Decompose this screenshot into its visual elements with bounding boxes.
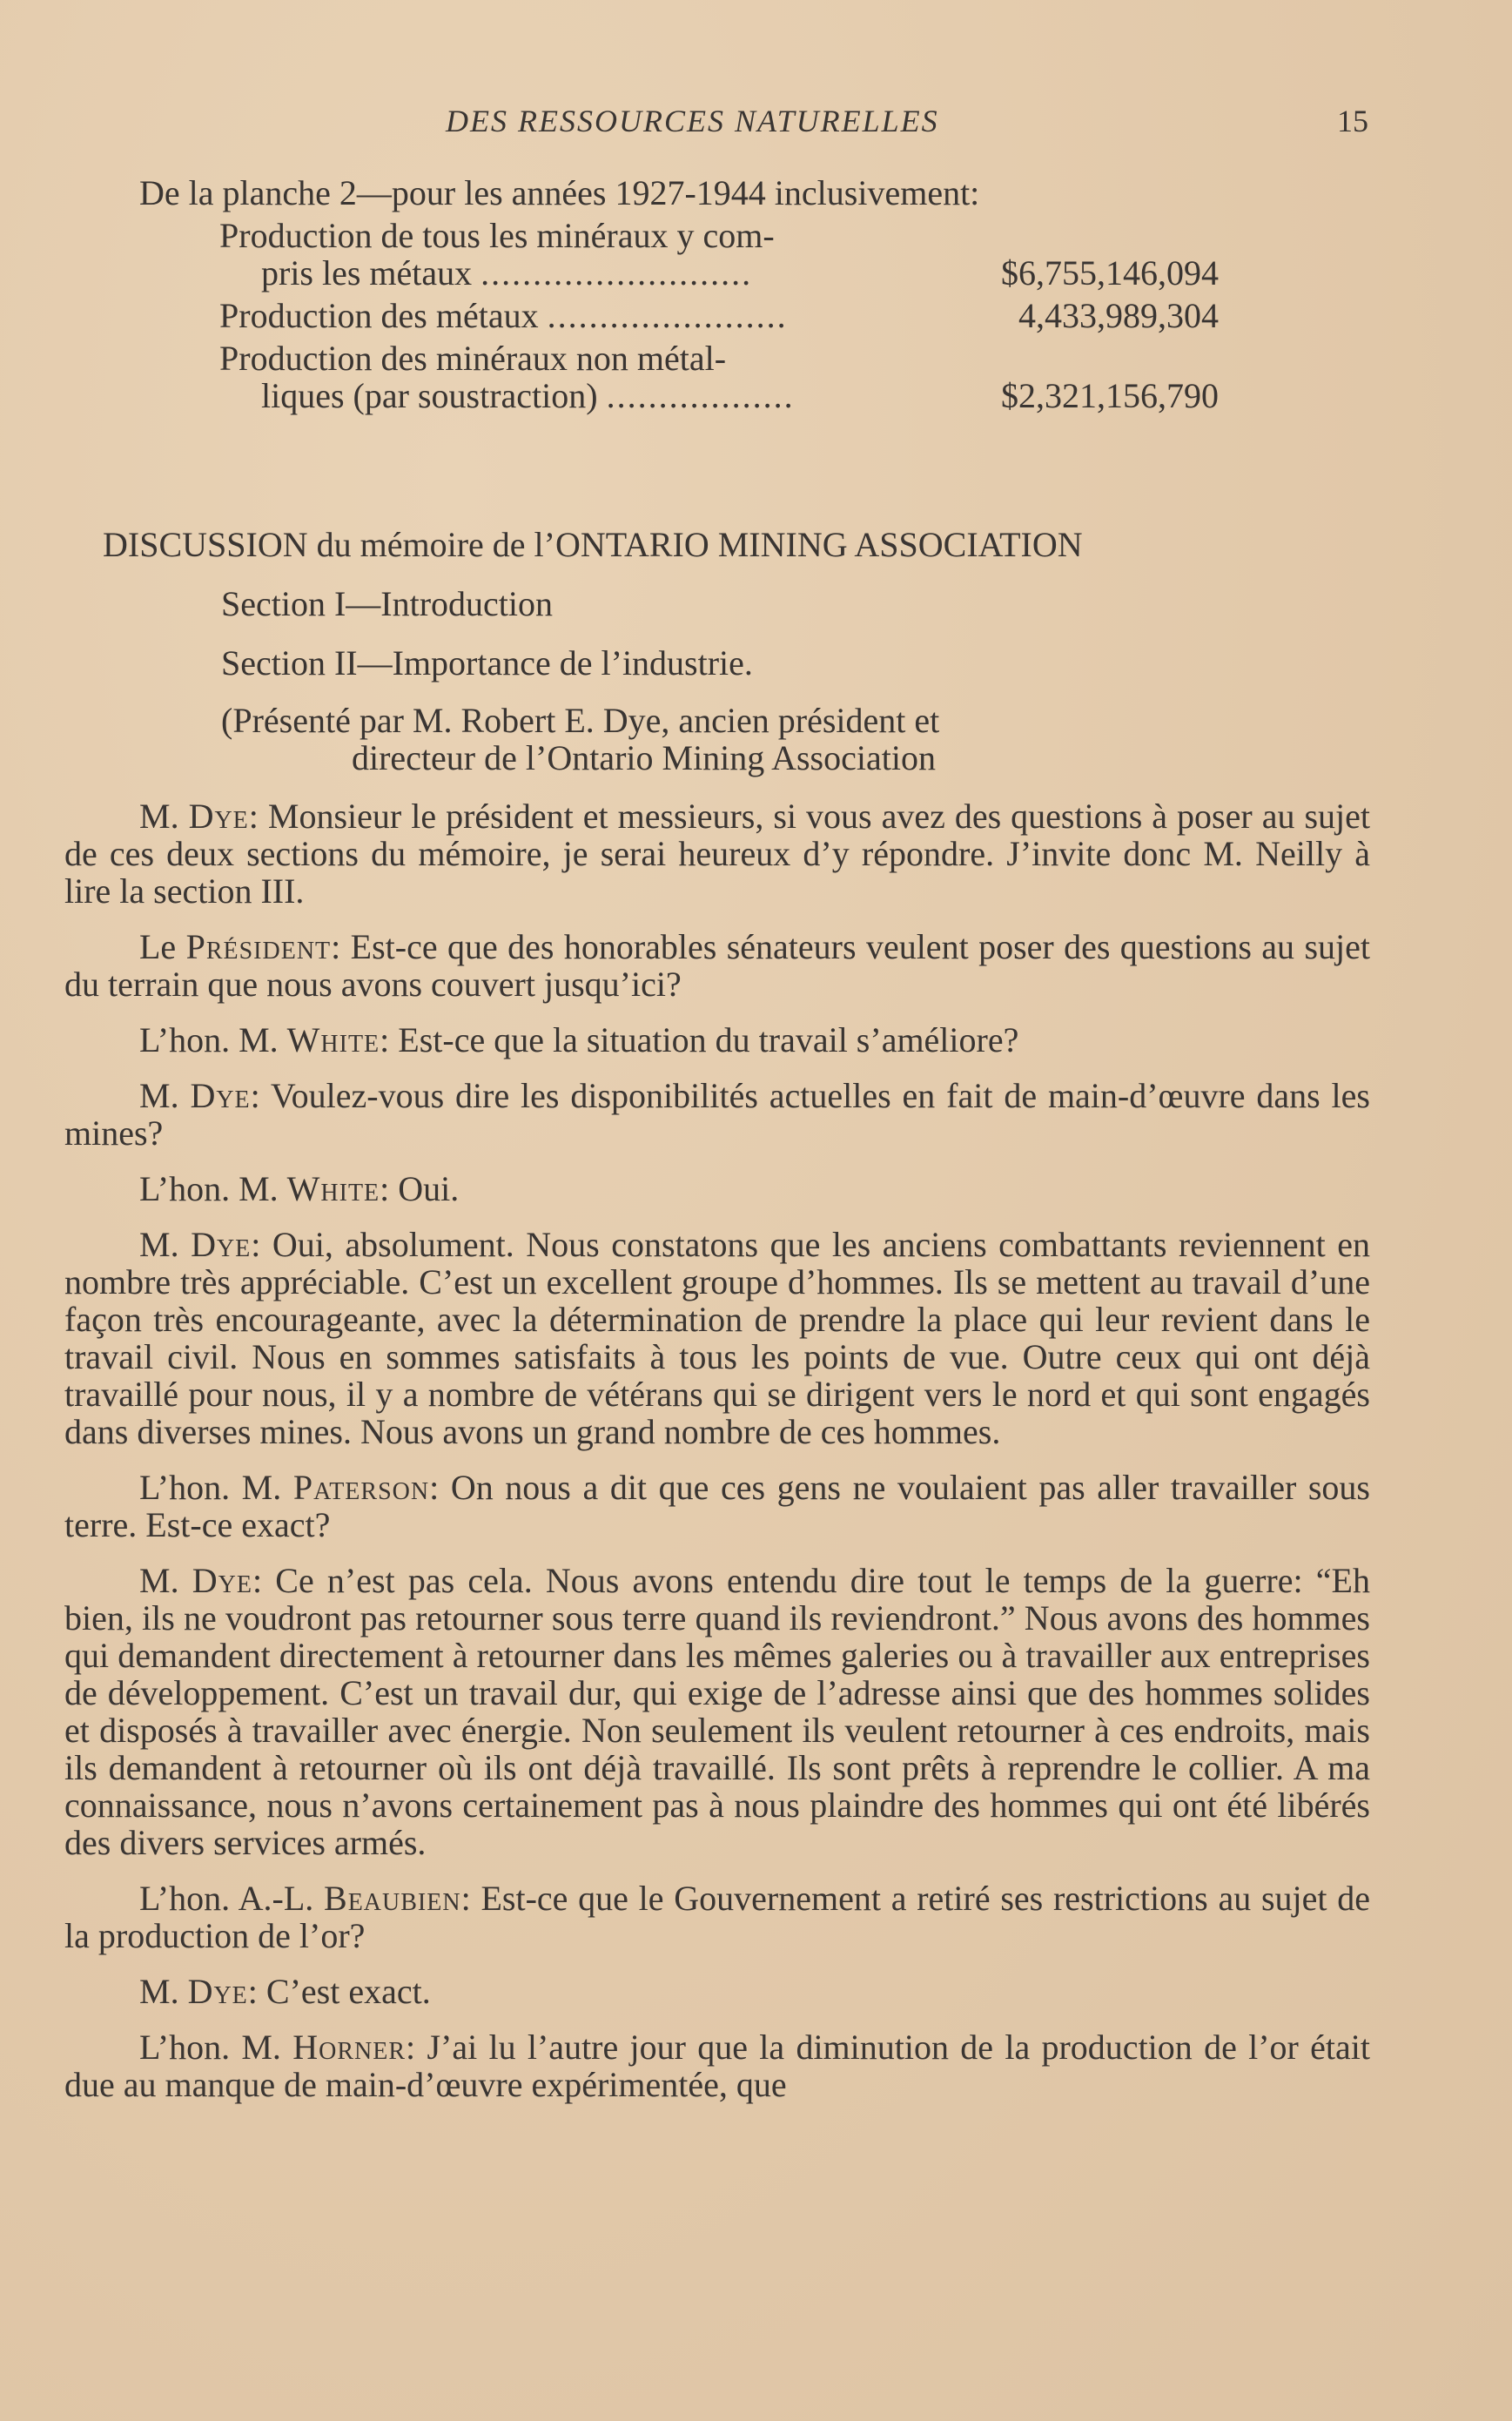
dialogue-paragraph: M. Dye: Monsieur le président et messieurs, si vous avez des questions à poser au sujet de ces deux sections du mémoire, je serai heureux d’y répondre. J’invite donc M. Neilly à lire la section III. xyxy=(64,797,1370,911)
dialogue-paragraph: L’hon. M. Paterson: On nous a dit que ces gens ne voulaient pas aller travailler sous terre. Est-ce exact? xyxy=(64,1468,1370,1544)
dialogue-paragraph: L’hon. M. White: Est-ce que la situation du travail s’améliore? xyxy=(139,1020,1019,1059)
production-summary xyxy=(139,174,1219,414)
speaker-name: Dye xyxy=(188,797,249,836)
discussion-title: DISCUSSION du mémoire de l’ONTARIO MINING ASSOCIATION xyxy=(103,525,1083,564)
summary-row: Production des minéraux non métal- xyxy=(219,339,727,378)
page-number: 15 xyxy=(1337,104,1368,138)
presenter-note: (Présenté par M. Robert E. Dye, ancien président et directeur de l’Ontario Mining Association xyxy=(221,701,940,777)
dialogue-paragraph: Le Président: Est-ce que des honorables sénateurs veulent poser des questions au sujet du terrain que nous avons couvert jusqu’ici? xyxy=(64,927,1370,1004)
summary-row: Production de tous les minéraux y com- xyxy=(219,216,775,255)
amount-value: $6,755,146,094 xyxy=(1001,253,1219,293)
summary-row: pris les métaux .......................... $6,755,146,094 xyxy=(261,253,1219,293)
summary-heading-row xyxy=(139,174,1219,212)
dialogue-paragraph: M. Dye: Ce n’est pas cela. Nous avons entendu dire tout le temps de la guerre: “Eh bien, ils ne voudront pas retourner sous terre quand ils reviendront.” Nous avons des hommes qui demandent directement à retourner dans les mêmes galeries ou à travailler aux entreprises de développement. C’est un travail dur, qui exige de l’adresse ainsi que des hommes solides et disposés à travailler avec énergie. Non seulement ils veulent retourner à ces endroits, mais ils demandent à retourner où ils ont déjà travaillé. Ils sont prêts à reprendre le collier. A ma connaissance, nous n’avons certainement pas à nous plaindre des hommes qui ont été libérés des divers services armés. xyxy=(64,1561,1370,1862)
dialogue-paragraph: M. Dye: Oui, absolument. Nous constatons que les anciens combattants reviennent en nombre très appréciable. C’est un excellent groupe d’hommes. Ils se mettent au travail d’une façon très encourageante, avec la détermination de prendre la place qui leur revient dans le travail civil. Nous en sommes satisfaits à tous les points de vue. Outre ceux qui ont déjà travaillé pour nous, il y a nombre de vétérans qui se dirigent vers le nord et qui sont engagés dans diverses mines. Nous avons un grand nombre de ces hommes. xyxy=(64,1225,1370,1451)
dialogue-paragraph: L’hon. M. Horner: J’ai lu l’autre jour que la diminution de la production de l’or était due au manque de main-d’œuvre expérimentée, que xyxy=(64,2028,1371,2104)
speaker-name: Dye xyxy=(192,1561,252,1600)
speaker-name: Président xyxy=(185,927,332,966)
speaker-name: Paterson xyxy=(292,1468,430,1507)
dialogue-paragraph: L’hon. M. White: Oui. xyxy=(139,1169,460,1208)
summary-heading: De la planche 2—pour les années 1927-1944 inclusivement: xyxy=(139,173,980,212)
summary-row: liques (par soustraction) .................. $2,321,156,790 xyxy=(261,376,1219,415)
dialogue-paragraph: M. Dye: Voulez-vous dire les disponibilités actuelles en fait de main-d’œuvre dans les mines? xyxy=(64,1076,1370,1153)
dialogue-paragraph: L’hon. A.-L. Beaubien: Est-ce que le Gouvernement a retiré ses restrictions au sujet de la production de l’or? xyxy=(64,1879,1371,1955)
speaker-name: Horner xyxy=(292,2028,407,2067)
dialogue xyxy=(64,797,1370,2122)
speaker-name: Dye xyxy=(191,1225,252,1264)
summary-row: Production des métaux ....................... 4,433,989,304 xyxy=(219,296,1219,335)
section-heading: Section I—Introduction xyxy=(221,584,554,623)
dialogue-paragraph: M. Dye: C’est exact. xyxy=(139,1972,431,2011)
amount-value: $2,321,156,790 xyxy=(1001,376,1219,415)
speaker-name: Beaubien xyxy=(324,1879,461,1918)
speaker-name: White xyxy=(286,1020,380,1059)
speaker-name: Dye xyxy=(190,1076,251,1115)
speaker-name: Dye xyxy=(187,1972,248,2011)
page-header xyxy=(0,103,1512,146)
running-title: DES RESSOURCES NATURELLES xyxy=(446,104,939,138)
section-heading: Section II—Importance de l’industrie. xyxy=(221,643,753,683)
speaker-name: White xyxy=(286,1169,380,1208)
amount-value: 4,433,989,304 xyxy=(1018,296,1219,335)
